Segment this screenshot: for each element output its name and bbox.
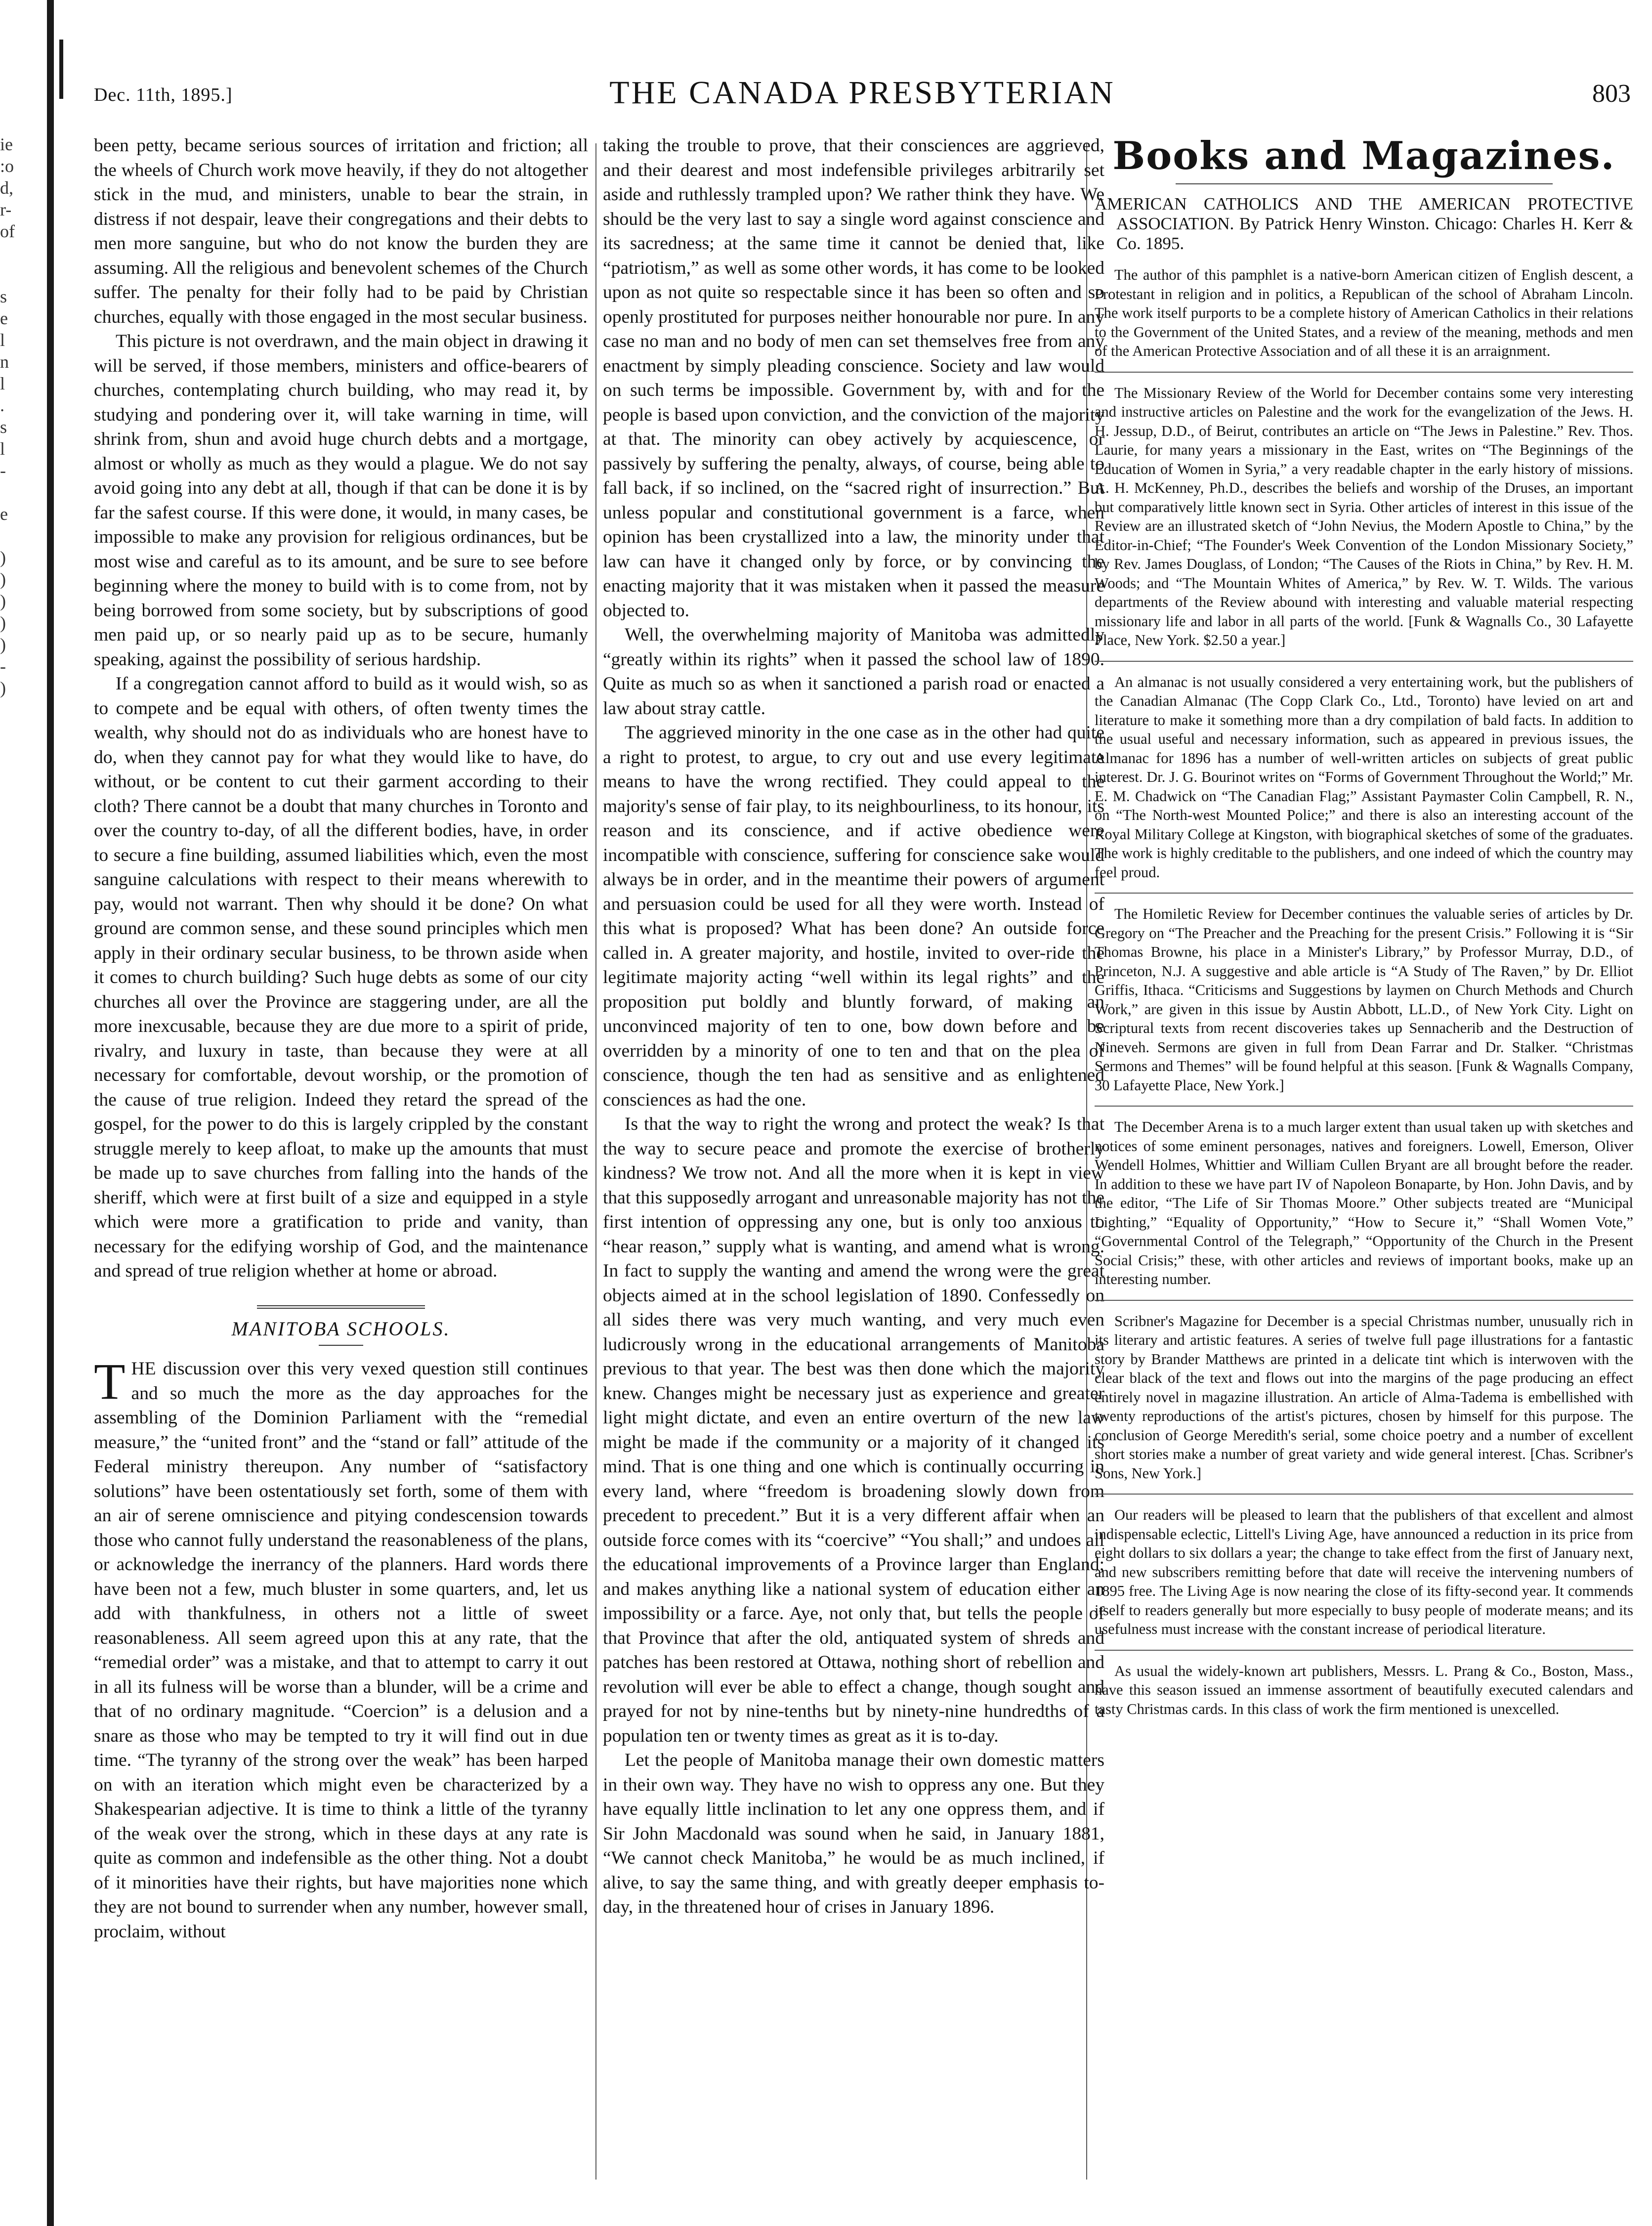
margin-mark: r- (0, 200, 12, 219)
margin-mark (0, 242, 30, 264)
review-divider (1095, 1106, 1633, 1107)
review-block (1095, 673, 1633, 882)
margin-mark: ) (0, 635, 6, 654)
review-heading: AMERICAN CATHOLICS AND THE AMERICAN PROTECTIVE ASSOCIATION. By Patrick Henry Winston. Chicago: Charles H. Kerr & Co. 1895. (1095, 194, 1633, 253)
margin-mark: d, (0, 178, 13, 198)
margin-mark: l (0, 374, 5, 393)
article-paragraph: Is that the way to right the wrong and protect the weak? Is that the way to secure peace and promote the exercise of brotherly kindness? We trow not. And all the more when it is kept in view that this supposedly arrogant and unreasonable majority has not the first intention of oppressing any one, but is only too anxious to “hear reason,” supply what is wanting, and amend what is wrong. In fact to supply the wanting and amend the wrong were the great objects aimed at in the school legislation of 1890. Confessedly on all sides there was very much wanting, and very much even ludicrously wrong in the educational arrangements of Manitoba previous to that year. The best was then done which the majority knew. Changes might be necessary just as experience and greater light might dictate, and even an entire overturn of the new law might be made if the community or a majority of it changed its mind. That is one thing and one which is continually occurring in every land, where “freedom is broadening slowly down from precedent to precedent.” But it is a very different affair when an outside force comes with its “coercive” “You shall;” and undoes all the educational improvements of a Province larger than England; and makes anything like a national system of education either an impossibility or a farce. Aye, not only that, but tells the people of that Province that after the old, antiquated system of shreds and patches has been restored at Ottawa, nothing short of rebellion and revolution will ever be able to effect a change, though sought and prayed for not by nine-tenths but by ninety-nine hundredths of a population ten or twenty times as great as it is to-day. (603, 1114, 1104, 1746)
review-block (1095, 904, 1633, 1095)
review-block (1095, 265, 1633, 361)
column-rule-1 (595, 143, 596, 2180)
article-paragraph: Let the people of Manitoba manage their own domestic matters in their own way. They have no wish to oppress any one. But they have equally little inclination to let any one oppress them, and if Sir John Macdonald was sound when he said, in January 1881, “We cannot check Manitoba,” he would be as much inclined, if alive, to say the same thing, and with greatly deeper emphasis to-day, in the threatened hour of crises in January 1896. (603, 1750, 1104, 1917)
review-paragraph: As usual the widely-known art publishers, Messrs. L. Prang & Co., Boston, Mass., have this season issued an immense assortment of beautifully executed calendars and tasty Christmas cards. In this class of work the firm mentioned is unexcelled. (1095, 1662, 1633, 1717)
margin-mark: l (0, 330, 5, 350)
margin-mark: ) (0, 548, 6, 567)
review-divider (1095, 661, 1633, 662)
books-magazines-title: Books and Magazines. (1112, 133, 1615, 178)
review-block (1095, 1117, 1633, 1289)
page-header (94, 74, 1631, 109)
review-paragraph: Our readers will be pleased to learn that the publishers of that excellent and almost indispensable eclectic, Littell's Living Age, have announced a reduction in its price from eight dollars to six dollars a year; the change to take effect from the first of January next, and new subscribers remitting before that date will receive the intervening numbers of 1895 free. The Living Age is now nearing the close of its fifty-second year. It commends itself to readers generally but more especially to busy people of moderate means; and its usefulness must increase with the constant increase of periodical literature. (1095, 1506, 1633, 1637)
margin-mark: ) (0, 678, 6, 698)
review-block (1095, 1312, 1633, 1483)
section-divider (257, 1305, 425, 1309)
margin-mark: ie (0, 134, 13, 154)
review-divider (1095, 1650, 1633, 1651)
review-divider (1095, 1494, 1633, 1495)
margin-mark (0, 264, 30, 286)
margin-mark: :o (0, 156, 14, 176)
article-paragraph: Well, the overwhelming majority of Manitoba was admittedly “greatly within its rights” when it passed the school law of 1890. Quite as much so as when it sanctioned a parish road or enacted a law about stray cattle. (603, 625, 1104, 719)
review-block (1095, 1662, 1633, 1719)
article-paragraph: If a congregation cannot afford to build as it would wish, so as to compete and be equal with others, of often twenty times the wealth, why should not do as individuals who are honest have to do, when they cannot pay for what they would like to have, do without, or be content to cut their garment according to their cloth? There cannot be a doubt that many churches in Toronto and over the country to-day, of all the different bodies, have, in order to secure a fine building, assumed liabilities which, even the most sanguine calculations with respect to their means wherewith to pay, would not warrant. Then why should it be done? On what ground are common sense, and these sound principles which men apply in their ordinary secular business, to be thrown aside when it comes to church building? Such huge debts as some of our city churches all over the Province are staggering under, are all the more inexcusable, because they are due more to a spirit of pride, rivalry, and luxury in taste, than because they were at all necessary for comfortable, devout worship, or the promotion of the cause of true religion. Indeed they retard the spread of the gospel, for the power to do this is largely crippled by the constant struggle merely to keep afloat, to make up the amounts that must be made up to save churches from falling into the hands of the sheriff, which were at first built of a size and equipped in a style which were more a gratification to pride and vanity, than necessary for the edifying worship of God, and the maintenance and spread of true religion whether at home or abroad. (94, 674, 588, 1281)
issue-date: Dec. 11th, 1895.] (94, 85, 233, 105)
margin-mark: n (0, 352, 9, 372)
review-paragraph: An almanac is not usually considered a very entertaining work, but the publishers of the Canadian Almanac (The Copp Clark Co., Ltd., Toronto) have levied on art and literature to make it something more than a dry compilation of bald facts. In addition to the usual useful and necessary information, such as appeared in previous issues, the Almanac for 1896 has a number of well-written articles on subjects of great public interest. Dr. J. G. Bourinot writes on “Forms of Government Throughout the World;” Mr. E. M. Chadwick on “The Canadian Flag;” Assistant Paymaster Colin Campbell, R. N., on “The North-west Mounted Police;” and there is also an interesting account of the Royal Military College at Kingston, with biographical sketches of some of the graduates. The work is highly creditable to the publishers, and one indeed of which the country may feel proud. (1095, 673, 1633, 881)
margin-mark: s (0, 417, 7, 437)
review-divider (1095, 372, 1633, 373)
review-block (1095, 1505, 1633, 1639)
margin-mark: e (0, 308, 8, 328)
review-paragraph: The December Arena is to a much larger extent than usual taken up with sketches and notices of some eminent personages, natives and foreigners. Lowell, Emerson, Oliver Wendell Holmes, Whittier and William Cullen Bryant are all brought before the reader. In addition to these we have part IV of Napoleon Bonaparte, by Hon. John Davis, and by the editor, “The Life of Sir Thomas Moore.” Other subjects treated are “Municipal Lighting,” “Equality of Opportunity,” “How to Secure it,” “Shall Women Vote,” “Governmental Control of the Telegraph,” “Opportunity of the Church in the Present Social Crisis;” these, with other articles and reviews of important books, make up an interesting number. (1095, 1118, 1633, 1287)
article-paragraph: taking the trouble to prove, that their consciences are aggrieved, and their dearest and most indefensible privileges arbitrarily set aside and ruthlessly trampled upon? We rather think they have. We should be the very last to say a single word against conscience and its sacredness; at the same time it cannot be denied that, like “patriotism,” as well as some other words, it has come to be looked upon as not quite so respectable since it has been so often and so openly prostituted for purposes neither honourable nor pure. In any case no man and no body of men can set themselves free from any enactment by simply pleading conscience. Society and law would on such terms be impossible. Government by, with and for the people is based upon conviction, and the conviction of the majority at that. The minority can obey actively by acquiescence, or passively by suffering the penalty, always, of course, being able to fall back, if so inclined, on the “sacred right of insurrection.” But unless popular and constitutional government is a farce, when opinion has been crystallized into a law, the minority under that law can have it changed only by force, or by convincing the enacting majority that it was mistaken when it passed the measure objected to. (603, 135, 1104, 621)
review-divider (1095, 893, 1633, 894)
column-1 (94, 133, 588, 2209)
heading-underline (319, 1345, 363, 1346)
margin-mark (0, 525, 30, 547)
margin-mark: - (0, 656, 6, 676)
article-paragraph: The aggrieved minority in the one case as in the other had quite a right to protest, to argue, to cry out and use every legitimate means to have the wrong rectified. They could appeal to the majority's sense of fair play, to its neighbourliness, to its honour, its reason and its conscience, and if active obedience were incompatible with conscience, suffering for conscience sake would always be in order, and in the meantime their powers of argument and persuasion could be used for all they were worth. Instead of this what is proposed? What has been done? An outside force called in. A greater majority, and hostile, invited to over-ride the legitimate majority acting “well within its legal rights” and the proposition put boldly and bluntly forward, of making an unconvinced majority of ten to one, bow down before and be overridden by a minority of one to ten and that on the plea of conscience, though the ten had as sensitive and as enlightened consciences as had the one. (603, 723, 1104, 1110)
margin-mark: of (0, 221, 15, 241)
column-2 (603, 133, 1104, 2209)
binding-edge (47, 0, 54, 2226)
margin-mark: ) (0, 613, 6, 633)
review-divider (1095, 1300, 1633, 1301)
review-paragraph: Scribner's Magazine for December is a special Christmas number, unusually rich in its literary and artistic features. A series of twelve full page illustrations for a fantastic story by Brander Matthews are printed in a delicate tint which is interwoven with the clear black of the text and flows out into the margins of the page producing an effect entirely novel in magazine illustration. An article of Alma-Tadema is embellished with twenty reproductions of the artist's pictures, chosen by himself for this purpose. The conclusion of George Meredith's serial, some choice poetry and a number of excellent short stories make a number of great variety and wide general interest. [Chas. Scribner's Sons, New York.] (1095, 1312, 1633, 1482)
review-paragraph: The Missionary Review of the World for December contains some very interesting and instructive articles on Palestine and the work for the evangelization of the Jews. H. H. Jessup, D.D., of Beirut, contributes an article on “The Jews in Palestine.” Rev. Thos. Laurie, for many years a missionary in the East, writes on “The Beginnings of the Education of Women in Syria,” a very readable chapter in the early history of missions. A. H. McKenney, Ph.D., describes the beliefs and worship of the Druses, an important but comparatively little known sect in Syria. Other articles of interest in this issue of the Review are an illustrated sketch of “John Nevius, the Modern Apostle to China,” by the Editor-in-Chief; “The Founder's Week Convention of the London Missionary Society,” by Rev. James Douglass, of London; “The Causes of the Riots in China,” by Rev. H. M. Woods; and “The Mountain Whites of America,” by Rev. W. T. Wilds. The various departments of the Review abound with interesting and valuable material respecting missionary life and labor in all parts of the world. [Funk & Wagnalls Co., 30 Lafayette Place, New York. $2.50 a year.] (1095, 384, 1633, 648)
column-3 (1095, 133, 1633, 2209)
section-paragraph (94, 1353, 588, 1944)
margin-characters (0, 133, 30, 699)
margin-mark: e (0, 504, 8, 524)
margin-mark: ) (0, 569, 6, 589)
page-number: 803 (1592, 80, 1631, 108)
title-underline (1176, 183, 1553, 184)
margin-mark: . (0, 395, 4, 415)
article-paragraph: This picture is not overdrawn, and the main object in drawing it will be served, if those members, ministers and office-bearers of churches, contemplating church building, who may read it, by studying and pondering over it, will take warning in time, will shrink from, shun and avoid huge church debts and a mortgage, almost or wholly as much as they would a plague. We do not say avoid going into any debt at all, though if that can be done it is by far the safest course. If this were done, it would, in many cases, be impossible to make any provision for religious ordinances, but be most wise and careful as to its amount, and be sure to see before beginning where the money to build with is to come from, not by being borrowed from some society, but by subscriptions of good men paid up, or so nearly paid up as to be secure, humanly speaking, against the possibility of serious hardship. (94, 331, 588, 670)
drop-cap: T (94, 1353, 126, 1410)
binding-mark (59, 40, 63, 99)
section-text: HE discussion over this very vexed question still continues and so much the more as the day approaches for the assembling of the Dominion Parliament with the “remedial measure,” the “united front” and the “stand or fall” attitude of the Federal ministry thereupon. Any number of “satisfactory solutions” have been ostentatiously set forth, some of them with an air of serene omniscience and pitying condescension towards those who cannot fully understand the reasonableness of the plans, or acknowledge the inerrancy of the planners. Hard words there have been not a few, much bluster in some quarters, and, let us add with thankfulness, in others not a little of sweet reasonableness. All seem agreed upon this at any rate, that the “remedial order” was a mistake, and that to attempt to carry it out in all its fulness will be worse than a blunder, will be a crime and that of no ordinary magnitude. “Coercion” is a delusion and a snare as those who may be tempted to try it will find out in due time. “The tyranny of the strong over the weak” has been harped on with an iteration which might even be characterized by a Shakespearian adjective. It is time to think a little of the tyranny of the weak over the strong, which in these days at any rate is quite as common and indefensible as the other thing. Not a doubt of it minorities have their rights, but have majorities none which they are not bound to surrender when any number, however small, proclaim, without (94, 1359, 588, 1942)
margin-mark: ) (0, 591, 6, 611)
article-paragraph: been petty, became serious sources of irritation and friction; all the wheels of Church work move heavily, if they do not altogether stick in the mud, and ministers, unable to bear the strain, in distress if not despair, leave their congregations and their debts to men more sanguine, but who do not know the burden they are assuming. All the religious and benevolent schemes of the Church suffer. The penalty for their folly had to be paid by Christian churches, equally with those engaged in the most secular business. (94, 135, 588, 327)
margin-mark: - (0, 461, 6, 480)
newspaper-title: THE CANADA PRESBYTERIAN (609, 75, 1115, 111)
review-paragraph: The Homiletic Review for December continues the valuable series of articles by Dr. Gregory on “The Preacher and the Preaching for the present Crisis.” Following it is “Sir Thomas Browne, his place in a Minister's Library,” by Professor Murray, D.D., of Princeton, N.J. A suggestive and able article is “A Study of The Raven,” by Dr. Elliot Griffis, Ithaca. “Criticisms and Suggestions by laymen on Church Methods and Church Work,” are given in this issue by Austin Abbott, LL.D., of New York City. Light on Scriptural texts from recent discoveries takes up Sennacherib and the Destruction of Nineveh. Sermons are given in full from Dean Farrar and Dr. Stalker. “Christmas Sermons and Themes” will be found helpful at this season. [Funk & Wagnalls Company, 30 Lafayette Place, New York.] (1095, 905, 1633, 1094)
margin-mark (0, 481, 30, 503)
margin-mark: l (0, 439, 5, 459)
section-heading: MANITOBA SCHOOLS. (231, 1317, 451, 1340)
review-block (1095, 384, 1633, 650)
margin-mark: s (0, 287, 7, 306)
review-paragraph: The author of this pamphlet is a native-born American citizen of English descent, a Protestant in religion and in politics, a Republican of the school of Abraham Lincoln. The work itself purports to be a complete history of American Catholics in their relations to the Government of the United States, and a review of the meaning, methods and men of the American Protective Association and of all these it is an arraignment. (1095, 266, 1633, 359)
